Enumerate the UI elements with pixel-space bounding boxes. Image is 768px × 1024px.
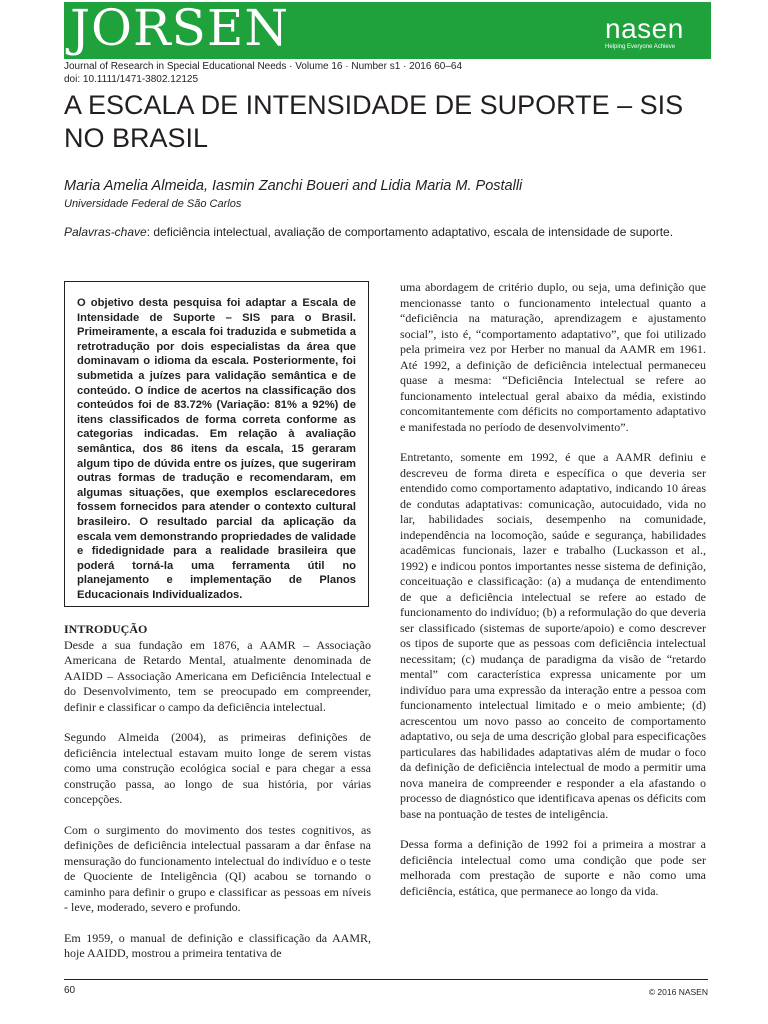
body-column-left <box>64 622 371 977</box>
body-column-right <box>400 280 706 914</box>
journal-banner <box>64 2 711 59</box>
paragraph: Com o surgimento do movimento dos testes cognitivos, as definições de deficiência intelectual passaram a dar ênfase na mensuração do funcionamento intelectual do indivíduo e o teste de Quociente de Inteligência (QI) acabou se tornando o caminho para definir o grupo e classificar as pessoas em níveis - leve, moderado, severo e profundo. <box>64 822 371 914</box>
keywords <box>64 224 684 240</box>
abstract-box: O objetivo desta pesquisa foi adaptar a Escala de Intensidade de Suporte – SIS para o Brasil. Primeiramente, a escala foi traduzida e submetida a retrotradução por dois especialistas da área que dominavam o idioma da escala. Posteriormente, foi submetida a juízes para validação semântica e de conteúdo. O índice de acertos na classificação dos conteúdos foi de 83.72% (Variação: 81% a 92%) de itens classificados de forma correta conforme as categorias indicadas. Em relação à avaliação semântica, dos 86 itens da escala, 15 geraram algum tipo de dúvida entre os juízes, que sugeriram outras formas de tradução e recomendaram, em algumas situações, que exemplos esclarecedores fossem fornecidos para atender o contexto cultural brasileiro. O resultado parcial da aplicação da escala vem demonstrando propriedades de validade e fidedignidade para a realidade brasileira que poderá torná-la uma ferramenta útil no planejamento e implementação de Planos Educacionais Individualizados. <box>64 281 369 607</box>
footer-rule <box>64 979 708 980</box>
page-number: 60 <box>64 985 76 996</box>
authors: Maria Amelia Almeida, Iasmin Zanchi Boueri and Lidia Maria M. Postalli <box>64 178 523 194</box>
publisher-tagline: Helping Everyone Achieve <box>605 44 676 50</box>
paragraph: Entretanto, somente em 1992, é que a AAMR definiu e descreveu de forma direta e específica o que deveria ser entendido como comportamento adaptativo, indicando 10 áreas de condutas adaptativas: comunicação, autocuidado, vida no lar, habilidades sociais, desempenho na comunidade, independência na locomoção, saúde e segurança, habilidades acadêmicas funcionais, lazer e trabalho (Luckasson et al., 1992) e indicou pontos importantes nesse sistema de definição, conceituação e classificação: (a) a mudança de entendimento de que a deficiência intelectual se refere ao estado de funcionamento do indivíduo; (b) a reformulação do que deveria ser classificado (sistemas de suporte/apoio) e como descrever os tipos de suporte que as pessoas com deficiência intelectual necessitam; (c) mudança de paradigma da visão de “retardo mental” com característica expressa unicamente por um indivíduo para uma expressão da interação entre a pessoa com funcionamento intelectual limitado e o meio ambiente; (d) acrescentou um novo passo ao conceito de comportamento adaptativo, ou seja de uma descrição global para especificações particulares das habilidades adaptativas além de mudar o foco da definição de deficiência intelectual de modo a permitir uma nova maneira de compreender e responder a ela afastando o processo de diagnóstico que identificava apenas os déficits com base na pontuação de testes de inteligência. <box>400 450 706 821</box>
copyright: © 2016 NASEN <box>648 987 708 997</box>
keywords-text: : deficiência intelectual, avaliação de comportamento adaptativo, escala de intensidade de suporte. <box>146 225 674 239</box>
journal-logo: JORSEN <box>70 0 290 57</box>
paragraph: uma abordagem de critério duplo, ou seja, uma definição que mencionasse tanto o funcionamento intelectual quanto a “deficiência na maturação, aprendizagem e ajustamento social”, isto é, “comportamento adaptativo”, que foi utilizado pela primeira vez por Herber no manual da AAMR em 1961. Até 1992, a definição de deficiência intelectual permaneceu quase a mesma: “Deficiência Intelectual se refere ao funcionamento intelectual geral abaixo da média, existindo concomitantemente com déficits no comportamento adaptativo e manifestada no período de desenvolvimento”. <box>400 280 706 434</box>
paragraph: Segundo Almeida (2004), as primeiras definições de deficiência intelectual estavam muito longe de serem vistas como uma construção ecológica social e para chegar a essa construção passa, ao longo de sua história, por várias concepções. <box>64 730 371 806</box>
paragraph: Dessa forma a definição de 1992 foi a primeira a mostrar a deficiência intelectual como uma condição que pode ser melhorada com prestação de suporte e não como uma deficiência, estática, que permanece ao longo da vida. <box>400 837 706 898</box>
article-title: A ESCALA DE INTENSIDADE DE SUPORTE – SIS NO BRASIL <box>64 90 684 153</box>
affiliation: Universidade Federal de São Carlos <box>64 198 242 210</box>
keywords-label: Palavras-chave <box>64 225 147 239</box>
doi: doi: 10.1111/1471-3802.12125 <box>64 74 199 85</box>
paragraph: Em 1959, o manual de definição e classificação da AAMR, hoje AAIDD, mostrou a primeira tentativa de <box>64 930 371 960</box>
publisher-logo: nasen <box>605 13 684 44</box>
journal-citation: Journal of Research in Special Educational Needs · Volume 16 · Number s1 · 2016 60–64 <box>64 61 463 72</box>
paragraph: Desde a sua fundação em 1876, a AAMR – Associação Americana de Retardo Mental, atualmente denominada de AAIDD – Associação Americana em Deficiência Intelectual e do Desenvolvimento, tem se preocupado em compreender, definir e classificar o campo da deficiência intelectual. <box>64 637 371 714</box>
section-heading: INTRODUÇÃO <box>64 622 148 636</box>
